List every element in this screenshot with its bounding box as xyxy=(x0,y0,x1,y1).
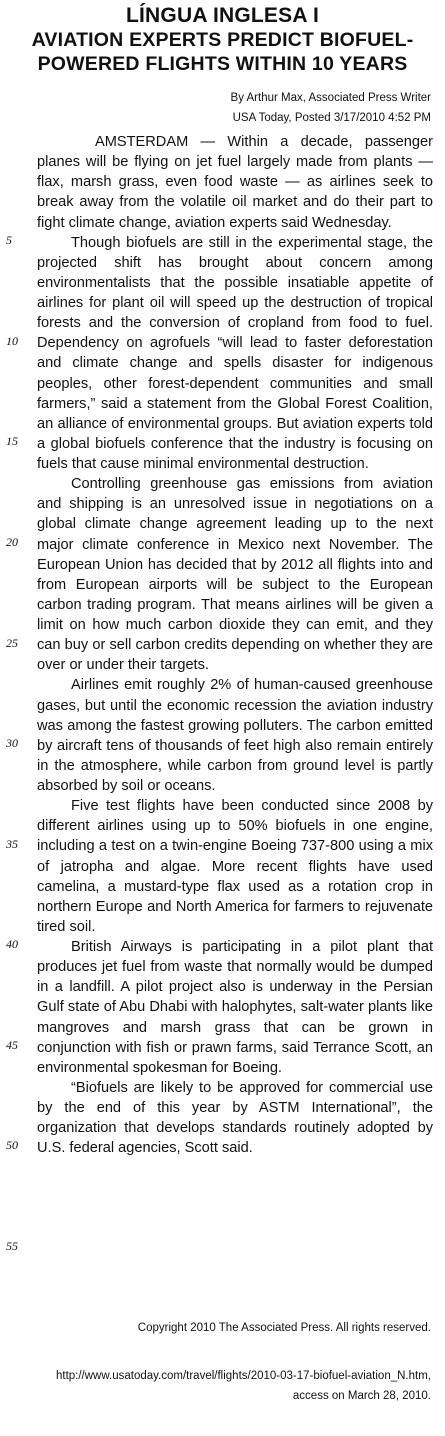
paragraph-5: Five test flights have been conducted since 2008 by different airlines using up to 50% biofuels in one engine, including a test on a twin-engine Boeing 737-800 using a mix of jatropha and algae. More recent flights have used camelina, a mustard-type flax used as a rotation crop in northern Europe and North America for farmers to rejuvenate tired soil. xyxy=(37,798,433,935)
line-number: 50 xyxy=(6,1138,18,1152)
source-citation: http://www.usatoday.com/travel/flights/2010-03-17-biofuel-aviation_N.htm, access on March 28, 2010. xyxy=(55,1370,431,1402)
line-number: 30 xyxy=(6,736,18,750)
byline xyxy=(231,88,431,128)
line-number: 15 xyxy=(6,434,18,448)
paragraph-3: Controlling greenhouse gas emissions from aviation and shipping is an unresolved issue in negotiations on a global climate change agreement leading up to the next major climate conference in Mexico next November. The European Union has decided that by 2012 all flights into and from European airports will be subject to the European carbon trading program. That means airlines will be given a limit on how much carbon dioxide they can emit, and they can buy or sell carbon credits depending on whether they are over or under their targets. xyxy=(37,476,433,674)
paragraph-7: “Biofuels are likely to be approved for commercial use by the end of this year by ASTM International”, the organization that develops standards routinely adopted by U.S. federal agencies, Scott said. xyxy=(37,1079,433,1157)
line-number: 10 xyxy=(6,334,18,348)
line-number-margin xyxy=(6,0,30,1436)
author-credit: By Arthur Max, Associated Press Writer xyxy=(230,92,431,104)
line-number: 25 xyxy=(6,636,18,650)
line-number: 40 xyxy=(6,937,18,951)
line-number: 45 xyxy=(6,1038,18,1052)
paragraph-1: AMSTERDAM — Within a decade, passenger planes will be flying on jet fuel largely made from plants — flax, marsh grass, even food waste — as airlines seek to break away from the volatile oil market and do their part to fight climate change, aviation experts said Wednesday. xyxy=(37,134,433,231)
headline-line-1: AVIATION EXPERTS PREDICT BIOFUEL- xyxy=(31,29,414,51)
page-header xyxy=(0,4,445,76)
article-body xyxy=(37,132,433,1158)
line-number: 20 xyxy=(6,535,18,549)
paragraph-2: Though biofuels are still in the experimental stage, the projected shift has brought about concern among environmentalists that the possible insatiable appetite of airlines for plant oil will speed up the destruction of tropical forests and the conversion of cropland from food to fuel. Dependency on agrofuels “will lead to faster deforestation and climate change and spells disaster for indigenous peoples, other forest-dependent communities and small farmers,” said a statement from the Global Forest Coalition, an alliance of environmental groups. But aviation experts told a global biofuels conference that the industry is focusing on fuels that cause minimal environmental destruction. xyxy=(37,234,433,472)
subject-title: LÍNGUA INGLESA I xyxy=(126,4,319,27)
copyright-notice: Copyright 2010 The Associated Press. All rights reserved. xyxy=(137,1322,431,1334)
headline-line-2: POWERED FLIGHTS WITHIN 10 YEARS xyxy=(37,53,408,75)
paragraph-6: British Airways is participating in a pilot plant that produces jet fuel from waste that normally would be dumped in a landfill. A pilot project also is underway in the Persian Gulf state of Abu Dhabi with halophytes, salt-water plants like mangroves and marsh grass that can be grown in conjunction with fish or prawn farms, said Terrance Scott, an environmental spokesman for Boeing. xyxy=(37,939,433,1076)
line-number: 35 xyxy=(6,837,18,851)
posted-date: USA Today, Posted 3/17/2010 4:52 PM xyxy=(232,112,431,124)
line-number: 55 xyxy=(6,1239,18,1253)
line-number: 5 xyxy=(6,233,12,247)
paragraph-4: Airlines emit roughly 2% of human-caused greenhouse gases, but until the economic recession the aviation industry was among the fastest growing polluters. The carbon emitted by aircraft tens of thousands of feet high also remain entirely in the atmosphere, while carbon from ground level is partly absorbed by soil or oceans. xyxy=(37,677,433,794)
